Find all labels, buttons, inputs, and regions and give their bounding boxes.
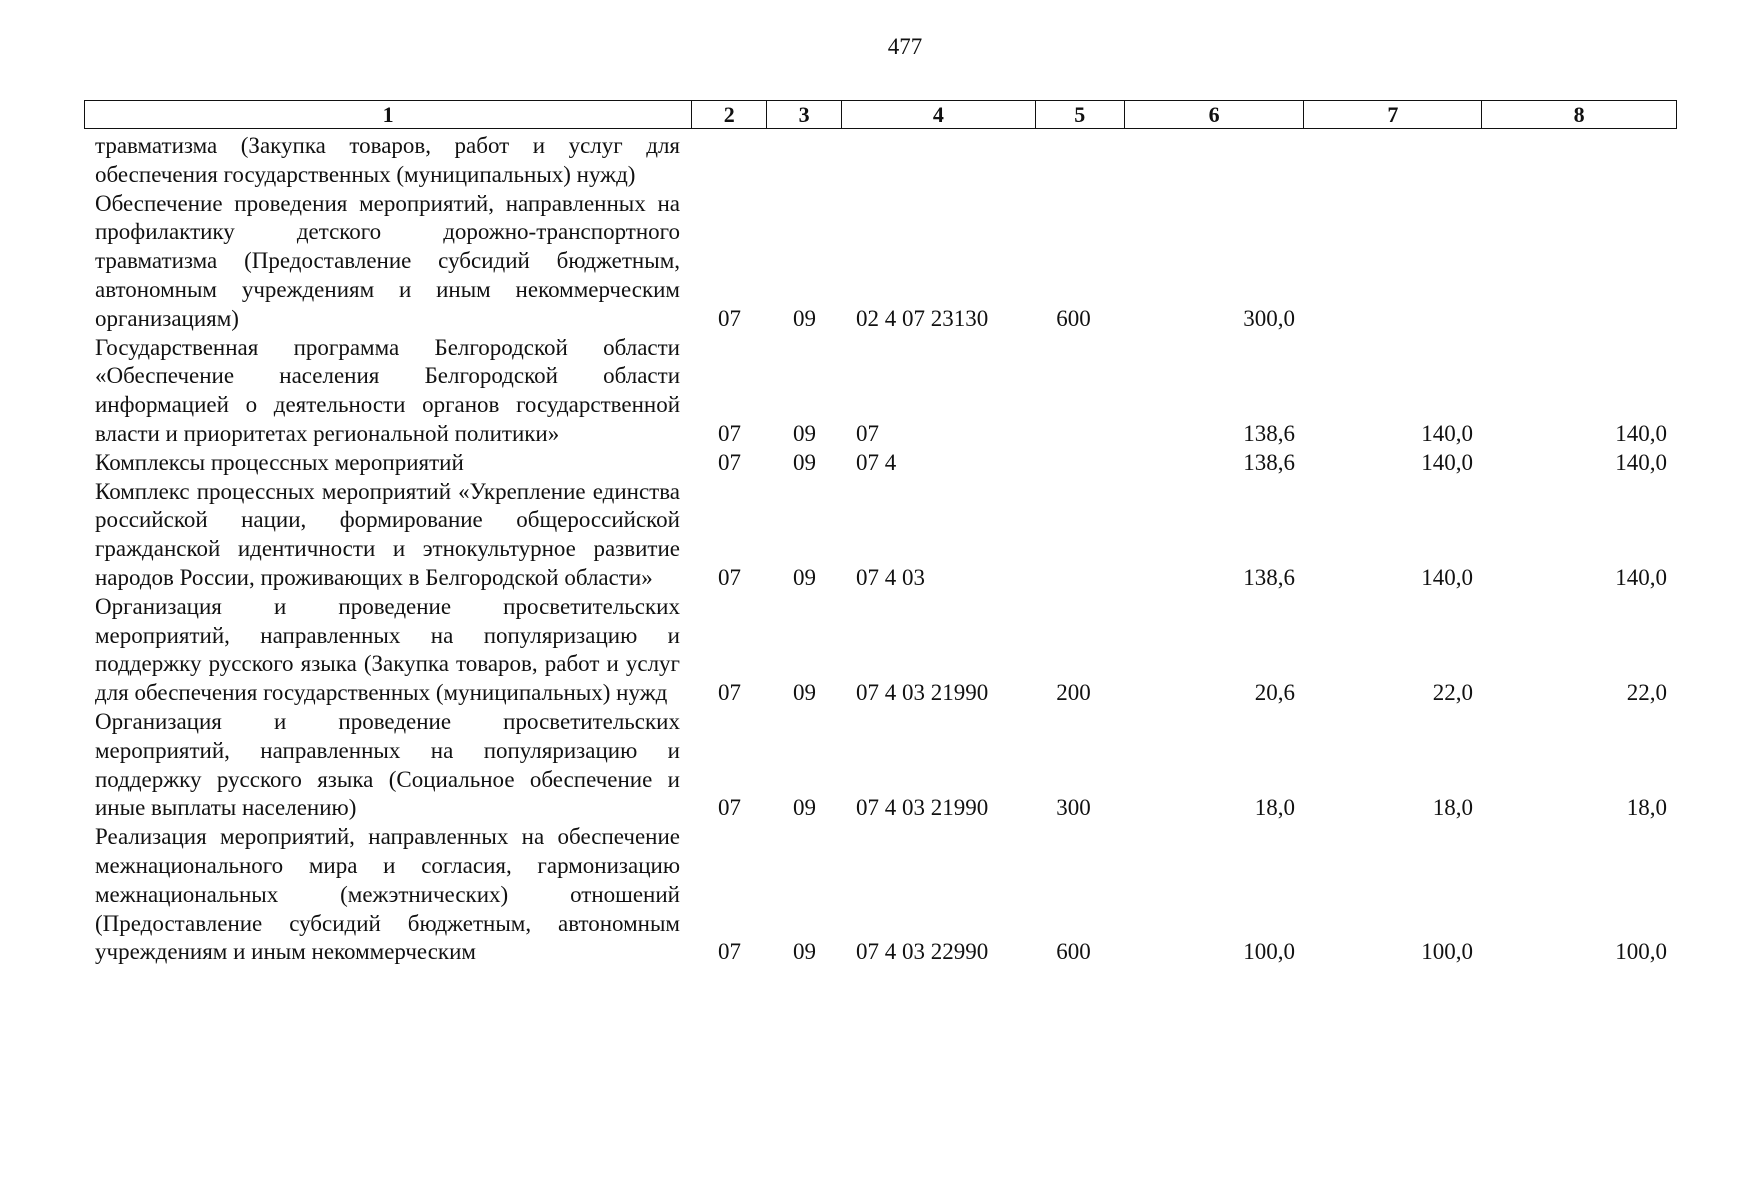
page-number: 477 [887, 34, 923, 59]
row-expense-type: 200 [1056, 680, 1091, 706]
table-row [84, 708, 1677, 823]
row-subsection: 09 [793, 939, 816, 965]
row-description: травматизма (Закупка товаров, работ и услуг для обеспечения государственных (муниципальных) нужд) [95, 133, 680, 187]
row-section: 07 [718, 564, 741, 590]
header-col-4: 4 [842, 101, 1036, 128]
row-target-code: 07 4 03 [856, 564, 925, 590]
row-description: Реализация мероприятий, направленных на обеспечение межнационального мира и согласия, гармонизацию межнациональных (межэтнических) отношений (Предоставление субсидий бюджетным, автономным учреждениям и иным некоммерческим [95, 824, 680, 965]
row-amount-year-1: 138,6 [1243, 564, 1295, 590]
row-amount-year-3: 140,0 [1615, 420, 1667, 446]
table-row [84, 478, 1677, 593]
row-section: 07 [718, 939, 741, 965]
table-row [84, 334, 1677, 449]
row-description: Комплексы процессных мероприятий [95, 449, 464, 475]
header-col-5: 5 [1036, 101, 1125, 128]
row-section: 07 [718, 449, 741, 475]
header-col-6: 6 [1125, 101, 1305, 128]
table-row [84, 132, 1677, 190]
row-subsection: 09 [793, 680, 816, 706]
row-amount-year-1: 20,6 [1254, 680, 1295, 706]
row-section: 07 [718, 795, 741, 821]
table-row [84, 593, 1677, 708]
row-amount-year-3: 22,0 [1626, 680, 1667, 706]
row-expense-type: 300 [1056, 795, 1091, 821]
row-amount-year-1: 18,0 [1254, 795, 1295, 821]
row-amount-year-2: 140,0 [1421, 449, 1473, 475]
row-amount-year-1: 100,0 [1243, 939, 1295, 965]
row-subsection: 09 [793, 795, 816, 821]
row-subsection: 09 [793, 420, 816, 446]
row-amount-year-2: 22,0 [1432, 680, 1473, 706]
row-amount-year-1: 138,6 [1243, 420, 1295, 446]
row-section: 07 [718, 420, 741, 446]
row-description: Государственная программа Белгородской области «Обеспечение населения Белгородской области информацией о деятельности органов государственной власти и приоритетах региональной политики» [95, 334, 680, 446]
row-subsection: 09 [793, 564, 816, 590]
row-section: 07 [718, 680, 741, 706]
row-description: Организация и проведение просветительских мероприятий, направленных на популяризацию и поддержку русского языка (Социальное обеспечение и иные выплаты населению) [95, 708, 680, 821]
row-amount-year-2: 18,0 [1432, 795, 1473, 821]
row-target-code: 07 [856, 420, 879, 446]
header-col-8: 8 [1573, 101, 1585, 127]
row-amount-year-2: 140,0 [1421, 420, 1473, 446]
table-body [84, 132, 1677, 967]
header-col-7: 7 [1304, 101, 1482, 128]
row-amount-year-3: 18,0 [1626, 795, 1667, 821]
row-target-code: 02 4 07 23130 [856, 305, 989, 331]
row-amount-year-1: 138,6 [1243, 449, 1295, 475]
row-amount-year-2: 100,0 [1421, 939, 1473, 965]
header-col-3: 3 [767, 101, 842, 128]
table-header [84, 100, 1677, 129]
row-target-code: 07 4 [856, 449, 897, 475]
row-target-code: 07 4 03 22990 [856, 939, 989, 965]
table-row [84, 823, 1677, 967]
table-row [84, 190, 1677, 334]
row-description: Организация и проведение просветительских мероприятий, направленных на популяризацию и поддержку русского языка (Закупка товаров, работ и услуг для обеспечения государственных (муниципальных) нужд [95, 593, 680, 706]
row-expense-type: 600 [1056, 305, 1091, 331]
row-amount-year-2: 140,0 [1421, 564, 1473, 590]
row-section: 07 [718, 305, 741, 331]
row-description: Комплекс процессных мероприятий «Укрепление единства российской нации, формирование общероссийской гражданской идентичности и этнокультурное развитие народов России, проживающих в Белгородской области» [95, 478, 680, 590]
row-subsection: 09 [793, 449, 816, 475]
row-expense-type: 600 [1056, 939, 1091, 965]
row-subsection: 09 [793, 305, 816, 331]
row-target-code: 07 4 03 21990 [856, 680, 989, 706]
row-amount-year-3: 100,0 [1615, 939, 1667, 965]
row-amount-year-1: 300,0 [1243, 305, 1295, 331]
row-target-code: 07 4 03 21990 [856, 795, 989, 821]
row-amount-year-3: 140,0 [1615, 564, 1667, 590]
table-row [84, 449, 1677, 478]
row-description: Обеспечение проведения мероприятий, направленных на профилактику детского дорожно-транспортного травматизма (Предоставление субсидий бюджетным, автономным учреждениям и иным некоммерческим организациям) [95, 190, 680, 331]
row-amount-year-3: 140,0 [1615, 449, 1667, 475]
header-col-1: 1 [85, 101, 692, 128]
header-col-2: 2 [692, 101, 767, 128]
budget-table [84, 100, 1677, 967]
